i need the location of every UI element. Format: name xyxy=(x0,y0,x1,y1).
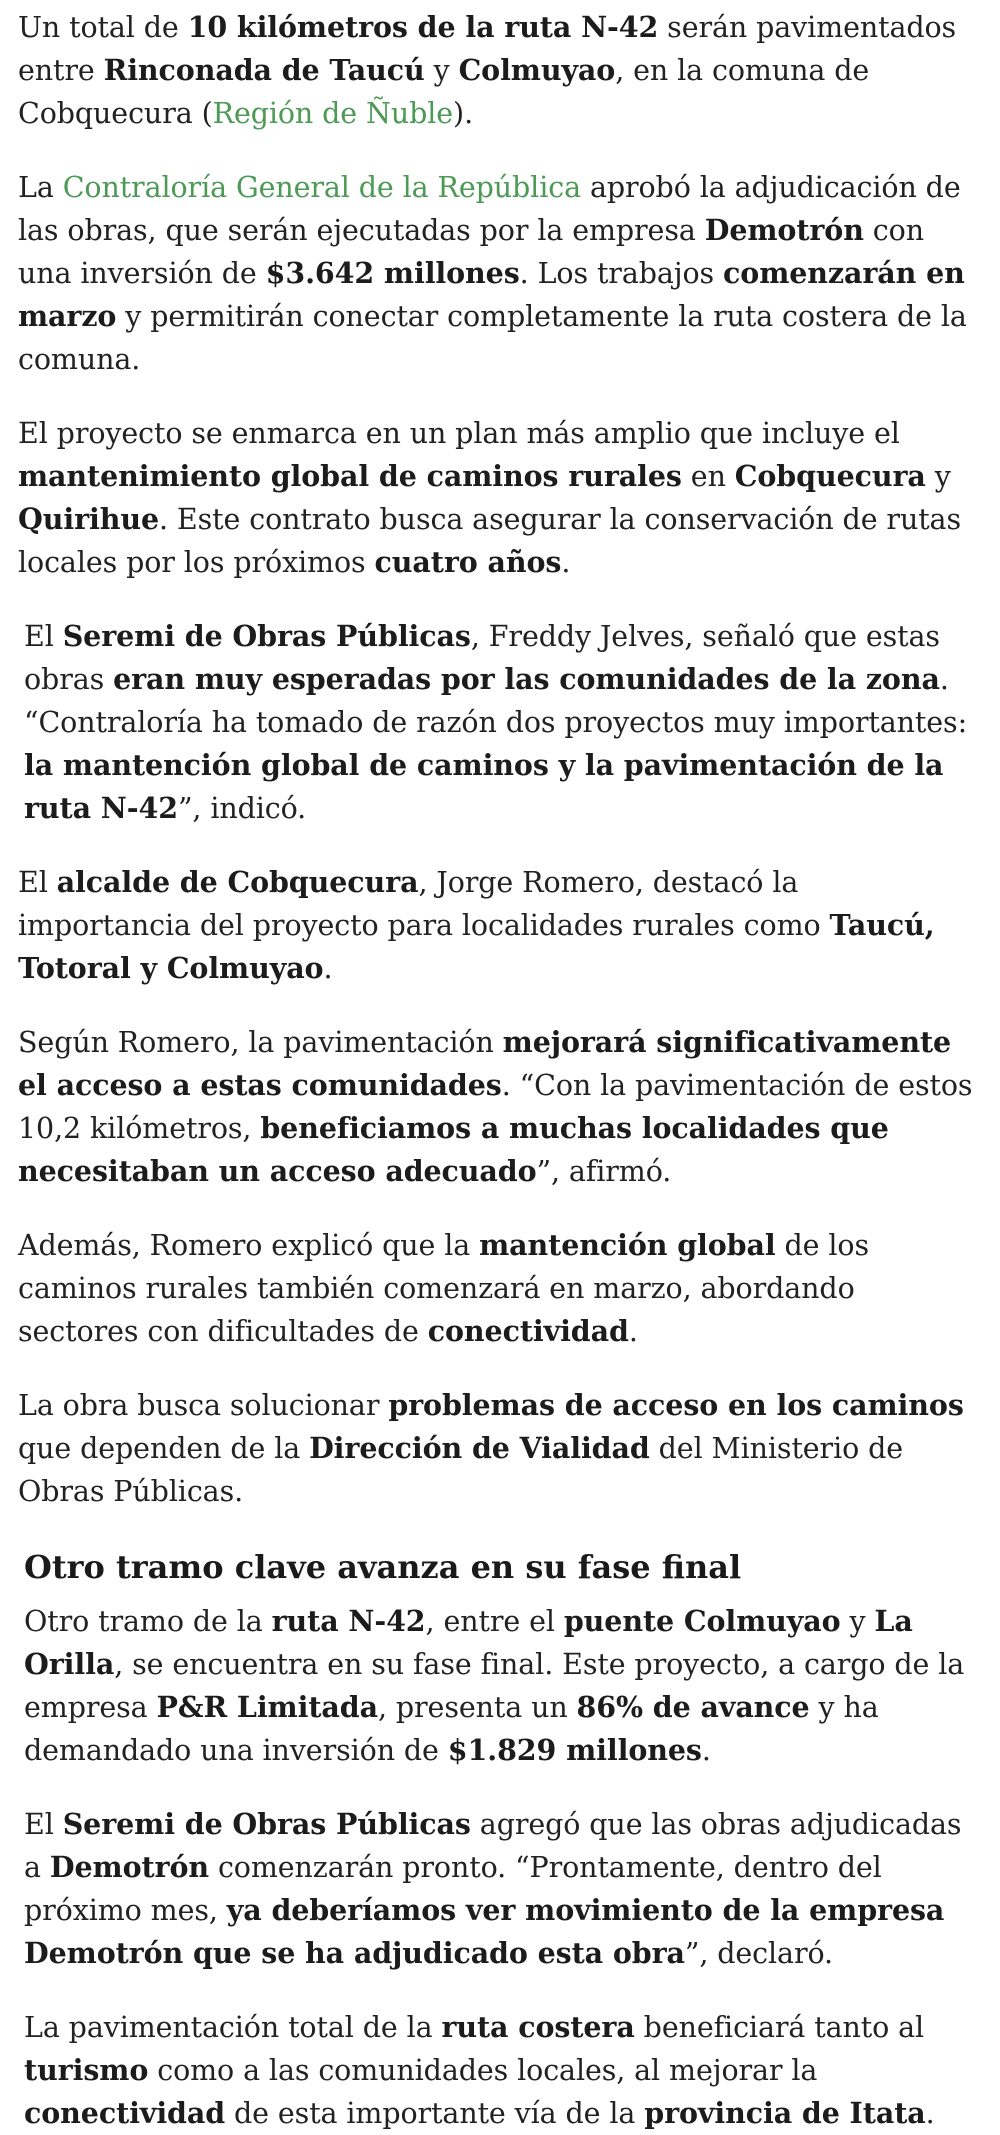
paragraph-8: La obra busca solucionar problemas de acceso en los caminos que dependen de la Dirección de Vialidad del Ministerio de Obras Públicas. xyxy=(18,1388,964,1508)
paragraph-2: La Contraloría General de la República aprobó la adjudicación de las obras, que serán ejecutadas por la empresa Demotrón con una inversión de $3.642 millones. Los trabajos comenzarán en marzo y permitirán conectar completamente la ruta costera de la comuna. xyxy=(18,171,967,376)
paragraph-11: La pavimentación total de la ruta costera beneficiará tanto al turismo como a las comunidades locales, al mejorar la conectividad de esta importante vía de la provincia de Itata. xyxy=(24,2010,935,2130)
link-region-nuble[interactable]: Región de Ñuble xyxy=(212,97,454,130)
paragraph-9: Otro tramo de la ruta N-42, entre el puente Colmuyao y La Orilla, se encuentra en su fase final. Este proyecto, a cargo de la empresa P&R Limitada, presenta un 86% de avance y ha demandado una inversión de $1.829 millones. xyxy=(24,1604,965,1767)
section-heading: Otro tramo clave avanza en su fase final xyxy=(24,1548,742,1586)
paragraph-5: El alcalde de Cobquecura, Jorge Romero, destacó la importancia del proyecto para localidades rurales como Taucú, Totoral y Colmuyao. xyxy=(18,865,935,985)
paragraph-1: Un total de 10 kilómetros de la ruta N-42 serán pavimentados entre Rinconada de Taucú y Colmuyao, en la comuna de Cobquecura (Región de Ñuble). xyxy=(18,10,957,130)
section-otro-tramo xyxy=(18,1544,980,2135)
paragraph-6: Según Romero, la pavimentación mejorará significativamente el acceso a estas comunidades. “Con la pavimentación de estos 10,2 kilómetros, beneficiamos a muchas localidades que necesitaban un acceso adecuado”, afirmó. xyxy=(18,1025,973,1188)
paragraph-10: El Seremi de Obras Públicas agregó que las obras adjudicadas a Demotrón comenzarán pronto. “Prontamente, dentro del próximo mes, ya deberíamos ver movimiento de la empresa Demotrón que se ha adjudicado esta obra”, declaró. xyxy=(24,1807,962,1970)
link-contraloria[interactable]: Contraloría General de la República xyxy=(62,171,581,204)
paragraph-4: El Seremi de Obras Públicas, Freddy Jelves, señaló que estas obras eran muy esperadas por las comunidades de la zona. “Contraloría ha tomado de razón dos proyectos muy importantes: la mantención global de caminos y la pavimentación de la ruta N-42”, indicó. xyxy=(24,619,968,825)
paragraph-7: Además, Romero explicó que la mantención global de los caminos rurales también comenzará en marzo, abordando sectores con dificultades de conectividad. xyxy=(18,1228,870,1348)
paragraph-3: El proyecto se enmarca en un plan más amplio que incluye el mantenimiento global de caminos rurales en Cobquecura y Quirihue. Este contrato busca asegurar la conservación de rutas locales por los próximos cuatro años. xyxy=(18,417,961,579)
